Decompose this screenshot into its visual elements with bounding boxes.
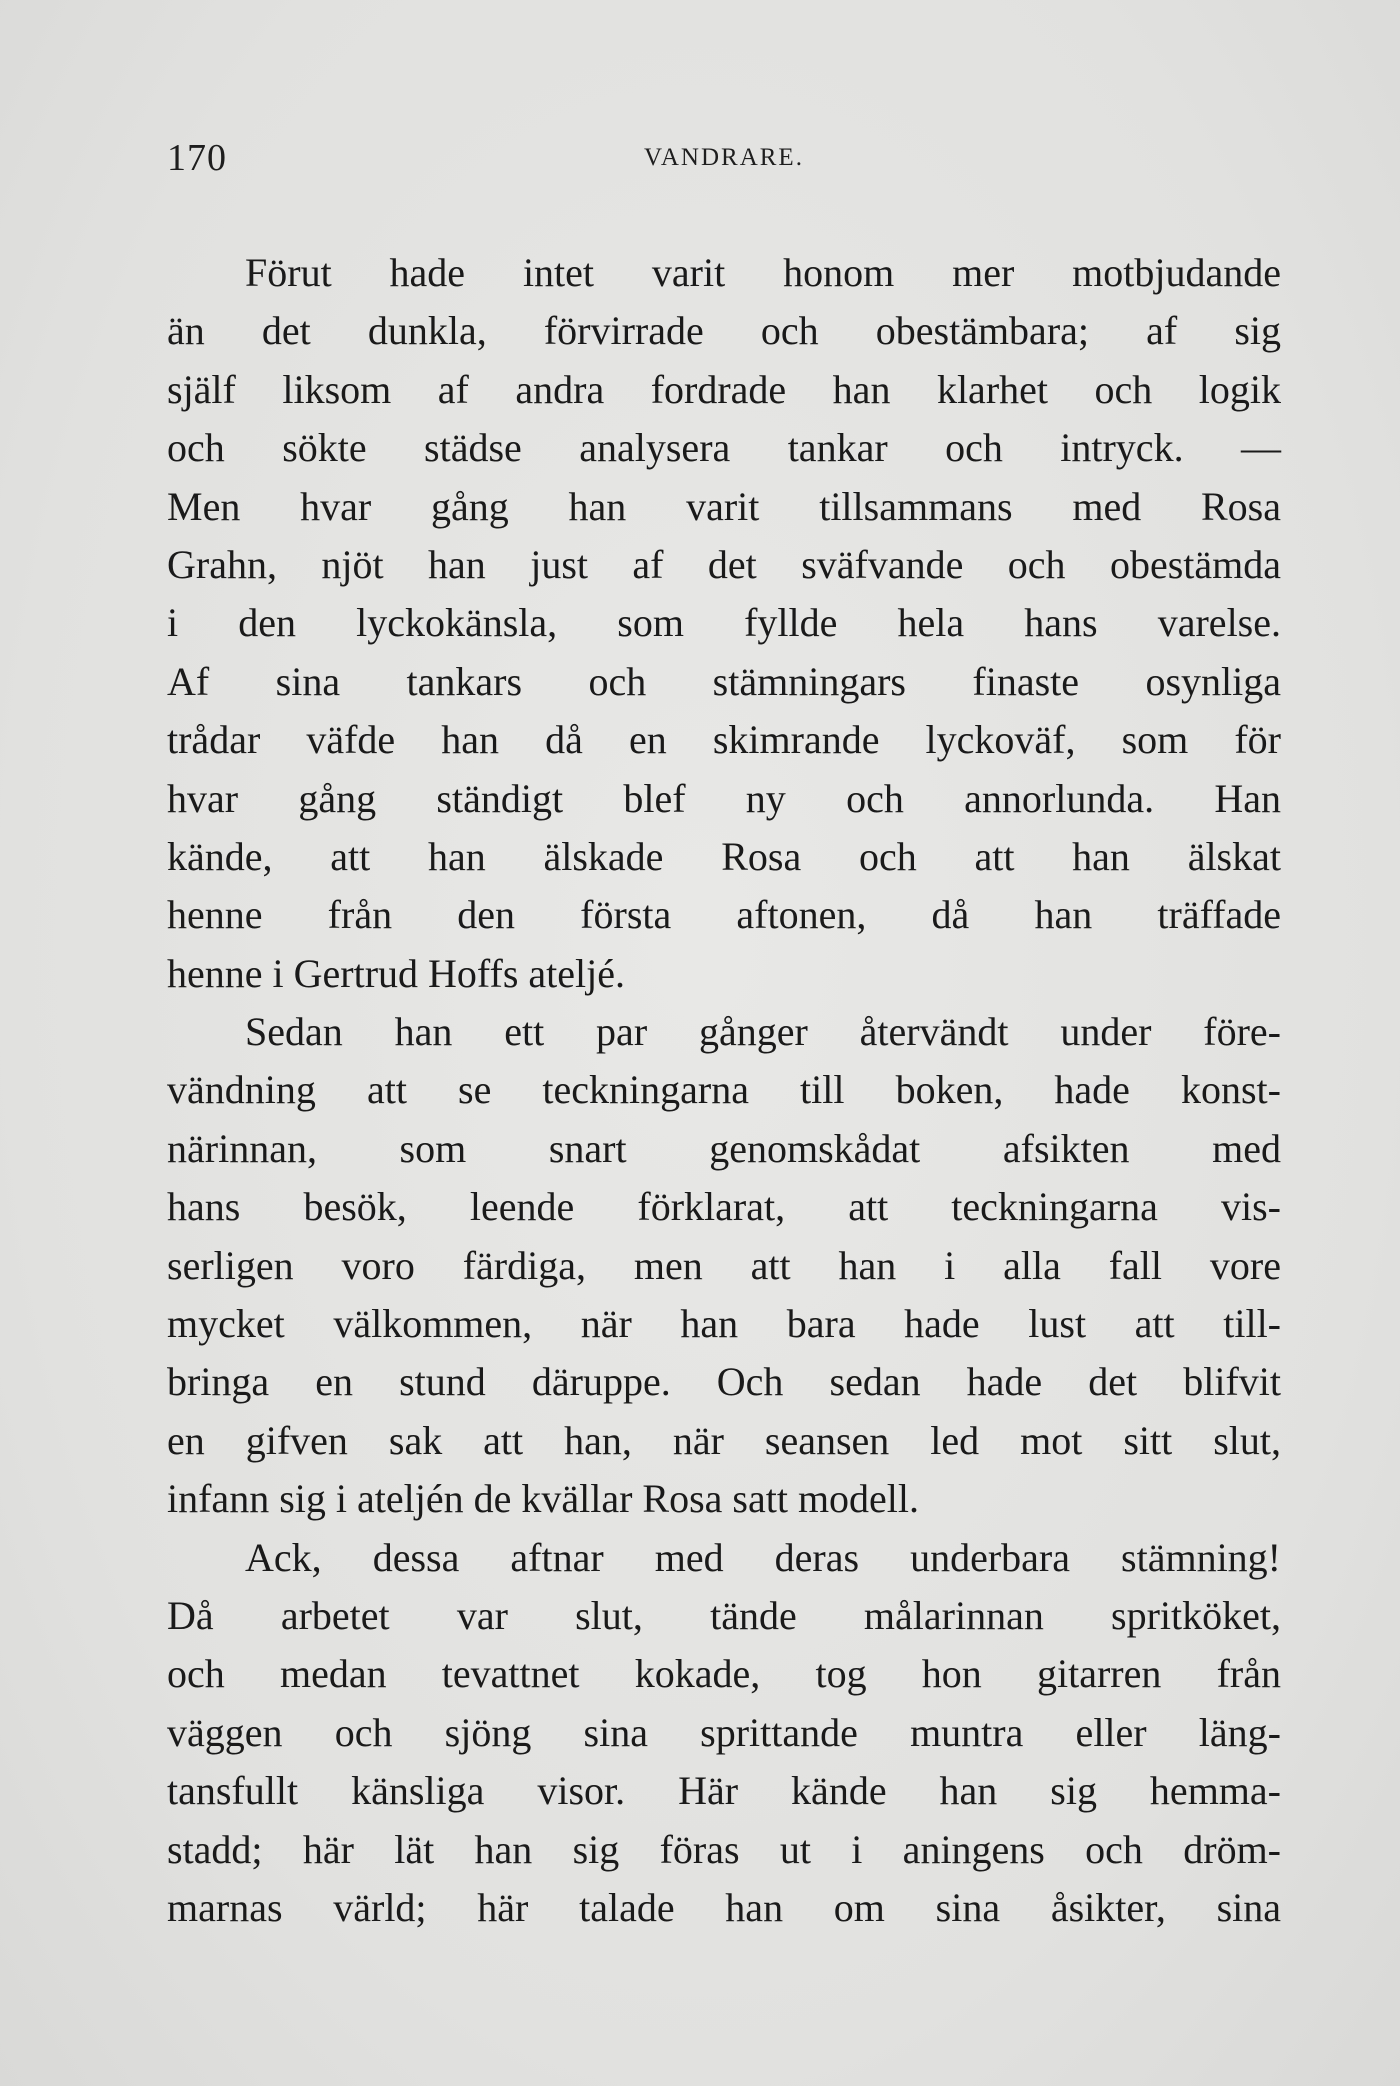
text-line: Förut hade intet varit honom mer motbjudande bbox=[245, 250, 1281, 295]
text-line: tansfullt känsliga visor. Här kände han sig hemma- bbox=[167, 1768, 1281, 1814]
text-line: själf liksom af andra fordrade han klarhet och logik bbox=[167, 366, 1281, 412]
text-line: bringa en stund däruppe. Och sedan hade det blifvit bbox=[167, 1359, 1281, 1405]
text-line: och medan tevattnet kokade, tog hon gitarren från bbox=[167, 1651, 1281, 1697]
paragraph bbox=[167, 1003, 1281, 1529]
text-line: hvar gång ständigt blef ny och annorlunda. Han bbox=[167, 775, 1281, 821]
paragraph bbox=[167, 244, 1281, 1003]
text-line: hans besök, leende förklarat, att teckningarna vis- bbox=[167, 1184, 1281, 1230]
text-line: Grahn, njöt han just af det sväfvande och obestämda bbox=[167, 541, 1281, 587]
text-line: och sökte städse analysera tankar och intryck. — bbox=[167, 425, 1281, 471]
text-line: väggen och sjöng sina sprittande muntra eller läng- bbox=[167, 1709, 1281, 1755]
text-line: än det dunkla, förvirrade och obestämbara; af sig bbox=[167, 308, 1281, 354]
text-line: trådar väfde han då en skimrande lyckoväf, som för bbox=[167, 717, 1281, 763]
text-line: Men hvar gång han varit tillsammans med Rosa bbox=[167, 483, 1281, 529]
text-line: närinnan, som snart genomskådat afsikten med bbox=[167, 1125, 1281, 1171]
page-number: 170 bbox=[167, 137, 227, 179]
text-line: henne i Gertrud Hoffs ateljé. bbox=[167, 950, 625, 996]
text-line: serligen voro färdiga, men att han i alla fall vore bbox=[167, 1242, 1281, 1288]
text-line: mycket välkommen, när han bara hade lust att till- bbox=[167, 1301, 1281, 1347]
text-line: vändning att se teckningarna till boken, hade konst- bbox=[167, 1067, 1281, 1113]
text-line: Ack, dessa aftnar med deras underbara stämning! bbox=[245, 1534, 1281, 1580]
text-line: marnas värld; här talade han om sina åsikter, sina bbox=[167, 1884, 1281, 1930]
text-line: infann sig i ateljén de kvällar Rosa satt modell. bbox=[167, 1476, 920, 1522]
page-header bbox=[167, 138, 1281, 178]
text-line: Sedan han ett par gånger återvändt under före- bbox=[245, 1009, 1281, 1055]
text-line: Af sina tankars och stämningars finaste osynliga bbox=[167, 658, 1281, 704]
text-line: en gifven sak att han, när seansen led mot sitt slut, bbox=[167, 1417, 1281, 1463]
body-text bbox=[167, 244, 1281, 1937]
text-line: Då arbetet var slut, tände målarinnan spritköket, bbox=[167, 1592, 1281, 1638]
paragraph bbox=[167, 1529, 1281, 1938]
running-title: VANDRARE. bbox=[644, 144, 804, 171]
text-line: stadd; här lät han sig föras ut i aningens och dröm- bbox=[167, 1826, 1281, 1872]
text-line: henne från den första aftonen, då han träffade bbox=[167, 892, 1281, 938]
text-line: i den lyckokänsla, som fyllde hela hans varelse. bbox=[167, 600, 1281, 646]
text-line: kände, att han älskade Rosa och att han älskat bbox=[167, 833, 1281, 879]
